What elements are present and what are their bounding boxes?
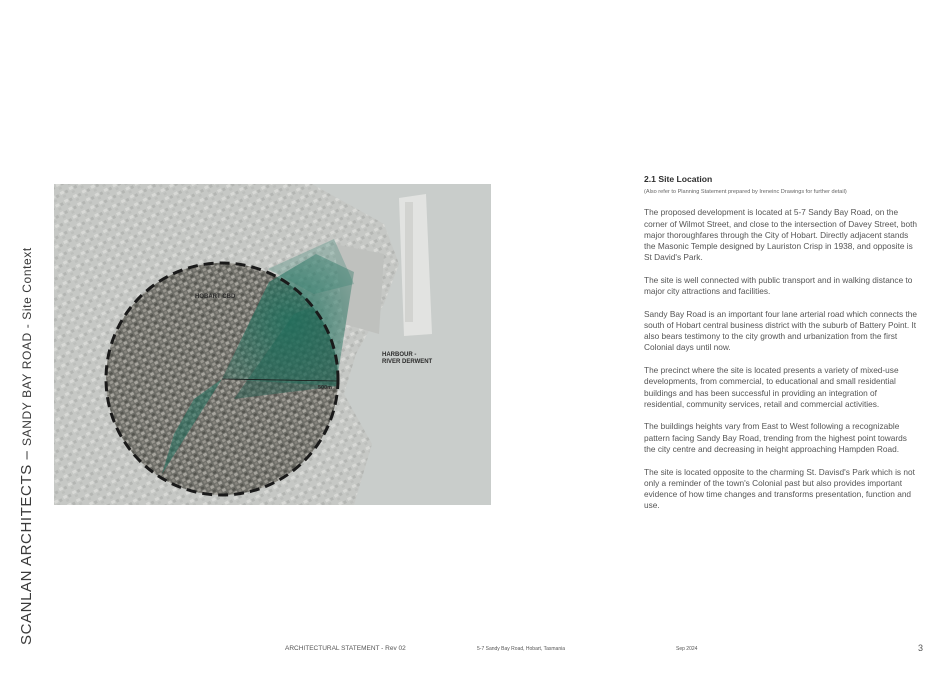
aerial-image: [54, 184, 491, 505]
label-hobart-cbd: HOBART CBD: [195, 294, 236, 300]
paragraph: The precinct where the site is located presents a variety of mixed-use developments, from commercial, to educational and small residential buildings and has been successful in providing an integration of residential, community services, retail and commercial activities.: [644, 365, 899, 409]
title-separator: –: [18, 445, 35, 465]
site-context-map: [54, 184, 491, 505]
footer-date: Sep 2024: [676, 646, 698, 652]
footer-address: 5-7 Sandy Bay Road, Hobart, Tasmania: [477, 646, 566, 652]
paragraph: The buildings heights vary from East to West following a recognizable pattern facing Sandy Bay Road, trending from the highest point towards the city centre and decreasing in height approaching Hampden Road.: [644, 421, 907, 454]
section-note: (Also refer to Planning Statement prepared by Ireneinc Drawings for further detail): [644, 189, 847, 196]
label-harbour: [382, 352, 432, 366]
firm-name: SCANLAN ARCHITECTS: [18, 464, 35, 645]
paragraph: The site is well connected with public transport and in walking distance to major city attractions and facilities.: [644, 274, 913, 297]
label-radius: 500m: [318, 385, 333, 391]
footer-doc-title: ARCHITECTURAL STATEMENT - Rev 02: [285, 645, 406, 652]
side-title: [18, 247, 35, 645]
label-harbour-line1: HARBOUR -: [382, 352, 417, 358]
label-harbour-line2: RIVER DERWENT: [382, 359, 433, 365]
section-heading: 2.1 Site Location: [644, 174, 713, 184]
project-title: SANDY BAY ROAD - Site Context: [20, 247, 34, 446]
page-number: 3: [918, 643, 924, 653]
paragraph: The site is located opposite to the charming St. Davisd's Park which is not only a reminder of the town's Colonial past but also provides important evidence of how time changes and transforms presentation, function and use.: [644, 466, 915, 511]
wharf-detail: [405, 202, 413, 322]
site-location-section: [644, 174, 919, 523]
paragraph: The proposed development is located at 5-7 Sandy Bay Road, on the corner of Wilmot Street, and close to the intersection of Davey Street, both major thoroughfares through the City of Hobart. Directly adjacent stands the Masonic Temple designed by Lauriston Crisp in 1938, and opposite is St David's Park.: [644, 207, 918, 263]
paragraph: Sandy Bay Road is an important four lane arterial road which connects the south of Hobart central business district with the suburb of Battery Point. It also bears testimony to the city growth and urbanization from the first Colonial days until now.: [644, 308, 918, 353]
